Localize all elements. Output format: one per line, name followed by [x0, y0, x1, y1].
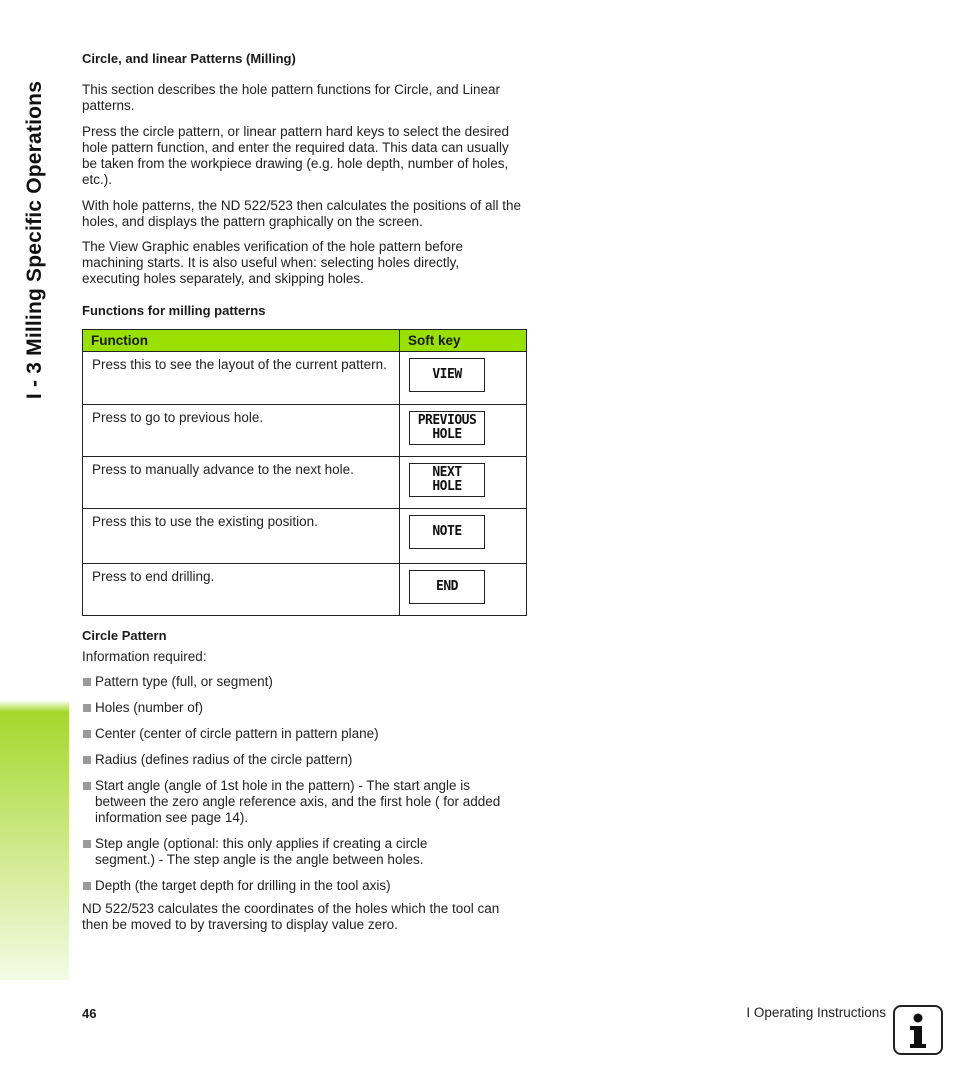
intro-paragraph-3: With hole patterns, the ND 522/523 then calculates the positions of all the holes, and displays the pattern graphically on the screen. — [82, 198, 522, 229]
next-hole-softkey[interactable] — [409, 463, 485, 497]
functions-heading: Functions for milling patterns — [82, 303, 266, 318]
functions-table — [82, 329, 527, 616]
bullet-square-icon — [83, 756, 91, 764]
bullet-square-icon — [83, 730, 91, 738]
previous-hole-softkey[interactable] — [409, 411, 485, 445]
function-cell: Press to manually advance to the next hole. — [83, 457, 400, 509]
info-icon — [893, 1005, 943, 1055]
function-cell: Press this to use the existing position. — [83, 509, 400, 564]
softkey-label: NOTE — [432, 524, 462, 539]
table-header-row — [83, 330, 527, 352]
closing-paragraph: ND 522/523 calculates the coordinates of the holes which the tool can then be moved to by traversing to display value zero. — [82, 901, 500, 932]
softkey-label: HOLE — [432, 479, 462, 494]
end-softkey[interactable] — [409, 570, 485, 604]
softkey-label: END — [436, 579, 458, 594]
chapter-title: I - 3 Milling Specific Operations — [23, 80, 46, 400]
bullet-square-icon — [83, 782, 91, 790]
intro-paragraph-4: The View Graphic enables verification of the hole pattern before machining starts. It is also useful when: selecting holes directly, executing holes separately, and skipping holes. — [82, 239, 463, 286]
list-item: Step angle (optional: this only applies if creating a circle segment.) - The step angle is the angle between holes. — [82, 836, 475, 868]
list-item: Center (center of circle pattern in pattern plane) — [82, 726, 527, 742]
function-cell: Press this to see the layout of the current pattern. — [83, 352, 400, 405]
list-item: Radius (defines radius of the circle pattern) — [82, 752, 527, 768]
bullet-square-icon — [83, 704, 91, 712]
view-softkey[interactable] — [409, 358, 485, 392]
function-cell: Press to go to previous hole. — [83, 405, 400, 457]
bullet-square-icon — [83, 882, 91, 890]
list-item: Pattern type (full, or segment) — [82, 674, 527, 690]
table-row — [83, 509, 527, 564]
table-row — [83, 457, 527, 509]
table-row — [83, 564, 527, 616]
requirements-list — [82, 674, 527, 904]
header-function: Function — [83, 330, 400, 352]
section-heading: Circle, and linear Patterns (Milling) — [82, 51, 296, 66]
footer-section-title: I Operating Instructions — [746, 1005, 886, 1020]
softkey-label: HOLE — [432, 427, 462, 442]
note-softkey[interactable] — [409, 515, 485, 549]
list-item: Holes (number of) — [82, 700, 527, 716]
function-cell: Press to end drilling. — [83, 564, 400, 616]
bullet-square-icon — [83, 840, 91, 848]
list-item: Start angle (angle of 1st hole in the pattern) - The start angle is between the zero angle reference axis, and the first hole ( for added information see page 14). — [82, 778, 515, 826]
chapter-sidebar — [0, 0, 69, 980]
intro-paragraph-1: This section describes the hole pattern functions for Circle, and Linear patterns. — [82, 82, 500, 113]
softkey-label: PREVIOUS — [417, 413, 477, 428]
list-item: Depth (the target depth for drilling in the tool axis) — [82, 878, 527, 894]
table-row — [83, 352, 527, 405]
header-softkey: Soft key — [400, 330, 527, 352]
softkey-label: NEXT — [432, 465, 462, 480]
table-row — [83, 405, 527, 457]
intro-paragraph-2: Press the circle pattern, or linear pattern hard keys to select the desired hole pattern function, and enter the required data. This data can usually be taken from the workpiece drawing (e.g. hole depth, number of holes, etc.). — [82, 124, 509, 187]
softkey-label: VIEW — [432, 367, 462, 382]
bullet-square-icon — [83, 678, 91, 686]
info-required-label: Information required: — [82, 649, 207, 664]
page-number: 46 — [82, 1006, 97, 1021]
circle-pattern-heading: Circle Pattern — [82, 628, 167, 643]
